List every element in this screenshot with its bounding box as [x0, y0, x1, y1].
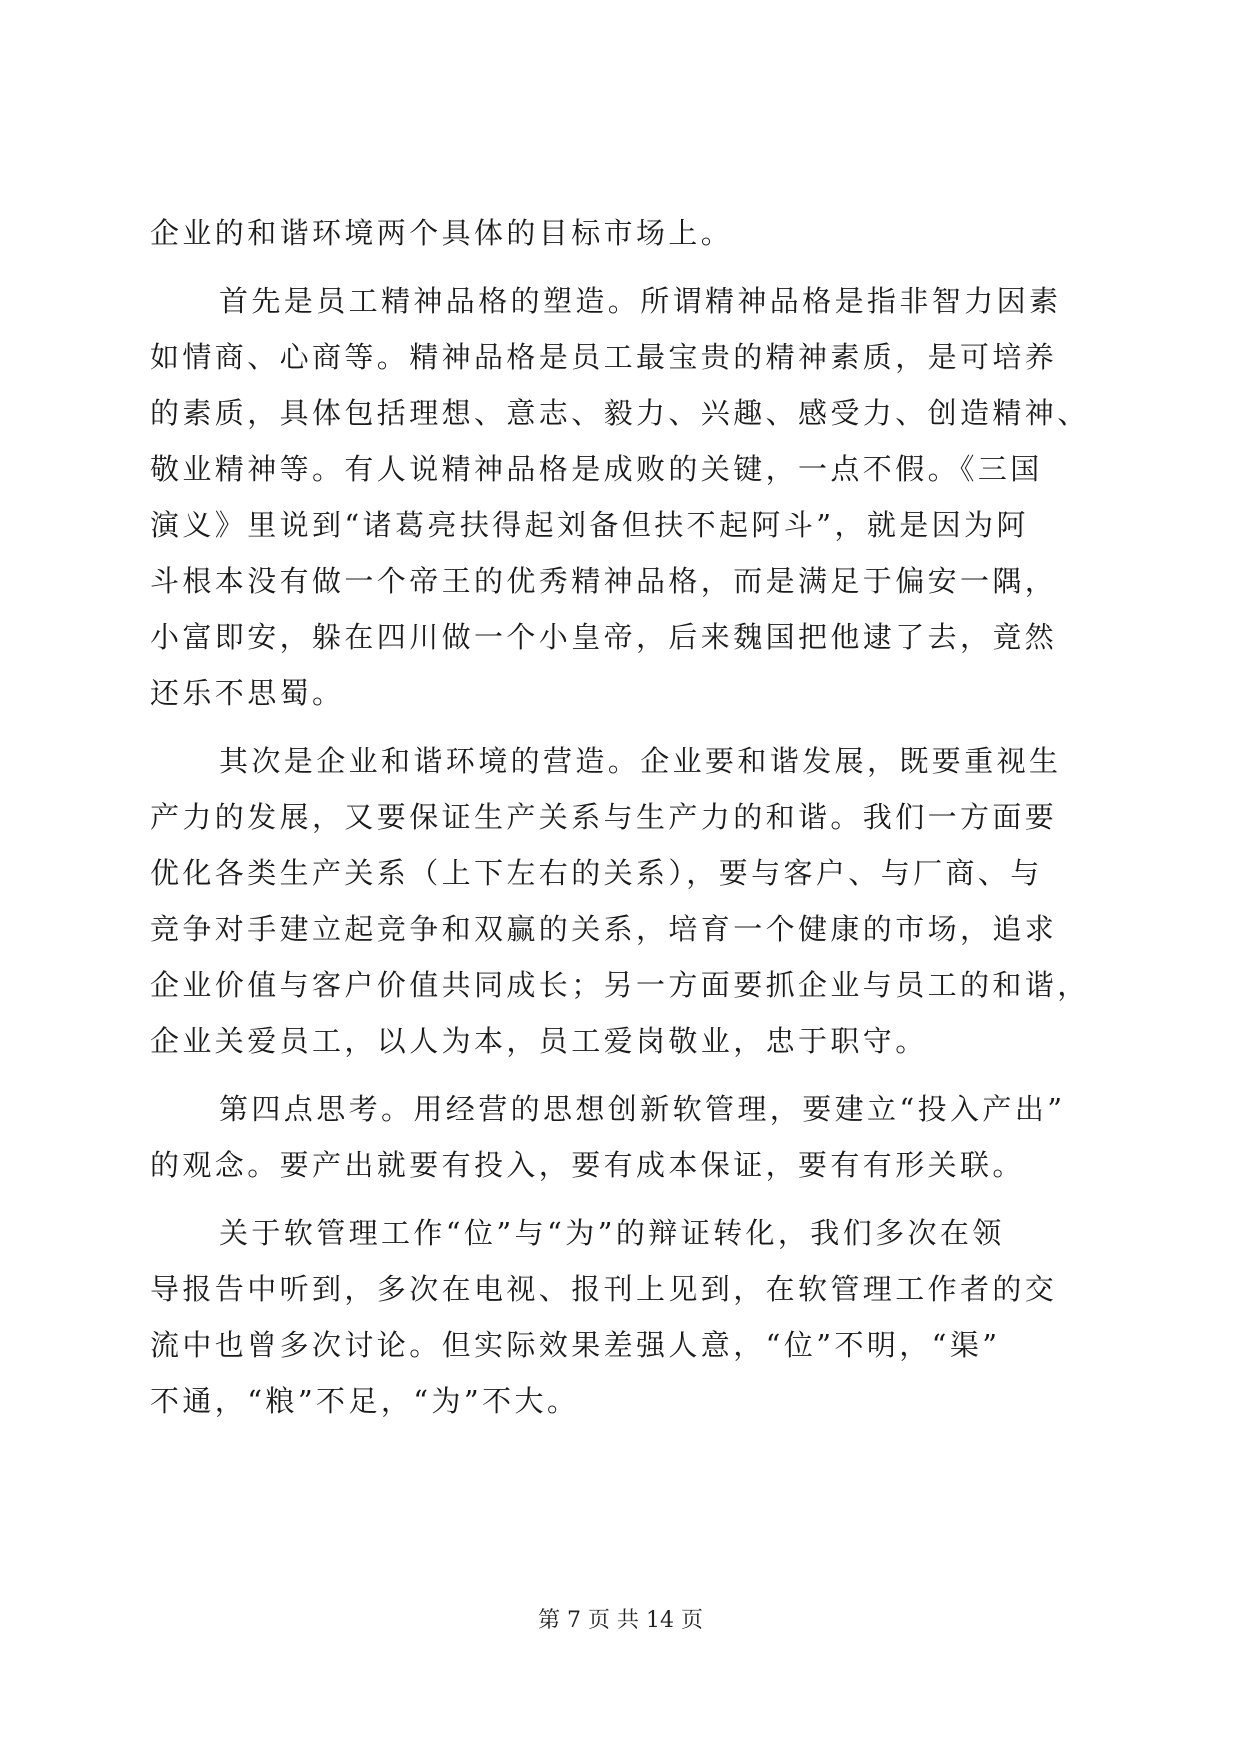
text-line: 关于软管理工作“位”与“为”的辩证转化，我们多次在领	[219, 1216, 1005, 1250]
text-line: 竞争对手建立起竞争和双赢的关系，培育一个健康的市场，追求	[150, 912, 1058, 946]
text-line: 的观念。要产出就要有投入，要有成本保证，要有有形关联。	[150, 1148, 1025, 1182]
text-line: 演义》里说到“诸葛亮扶得起刘备但扶不起阿斗”，就是因为阿	[150, 508, 1029, 542]
text-line: 如情商、心商等。精神品格是员工最宝贵的精神素质，是可培养	[150, 340, 1058, 374]
paragraph	[150, 205, 1090, 261]
text-line: 企业价值与客户价值共同成长；另一方面要抓企业与员工的和谐，	[150, 968, 1090, 1002]
text-line: 斗根本没有做一个帝王的优秀精神品格，而是满足于偏安一隅，	[150, 564, 1058, 598]
text-line: 优化各类生产关系（上下左右的关系），要与客户、与厂商、与	[150, 856, 1043, 890]
text-line: 敬业精神等。有人说精神品格是成败的关键，一点不假。《三国	[150, 452, 1043, 486]
text-line: 还乐不思蜀。	[150, 676, 345, 710]
body-text	[150, 205, 1090, 1429]
text-line: 导报告中听到，多次在电视、报刊上见到，在软管理工作者的交	[150, 1272, 1058, 1306]
text-line: 的素质，具体包括理想、意志、毅力、兴趣、感受力、创造精神、	[150, 396, 1090, 430]
text-line: 不通，“粮”不足，“为”不大。	[150, 1384, 580, 1418]
text-line: 小富即安，躲在四川做一个小皇帝，后来魏国把他逮了去，竟然	[150, 620, 1058, 654]
paragraph	[150, 1081, 1090, 1193]
text-line: 产力的发展，又要保证生产关系与生产力的和谐。我们一方面要	[150, 800, 1058, 834]
page-number-footer: 第 7 页 共 14 页	[538, 1608, 703, 1633]
paragraph	[150, 273, 1090, 721]
paragraph	[150, 1205, 1090, 1429]
text-line: 其次是企业和谐环境的营造。企业要和谐发展，既要重视生	[219, 744, 1062, 778]
text-line: 第四点思考。用经营的思想创新软管理，要建立“投入产出”	[219, 1092, 1066, 1126]
text-line: 首先是员工精神品格的塑造。所谓精神品格是指非智力因素	[219, 284, 1062, 318]
text-line: 流中也曾多次讨论。但实际效果差强人意，“位”不明，“渠”	[150, 1328, 1001, 1362]
text-line: 企业关爱员工，以人为本，员工爱岗敬业，忠于职守。	[150, 1024, 928, 1058]
paragraph	[150, 733, 1090, 1069]
text-line: 企业的和谐环境两个具体的目标市场上。	[150, 216, 734, 250]
